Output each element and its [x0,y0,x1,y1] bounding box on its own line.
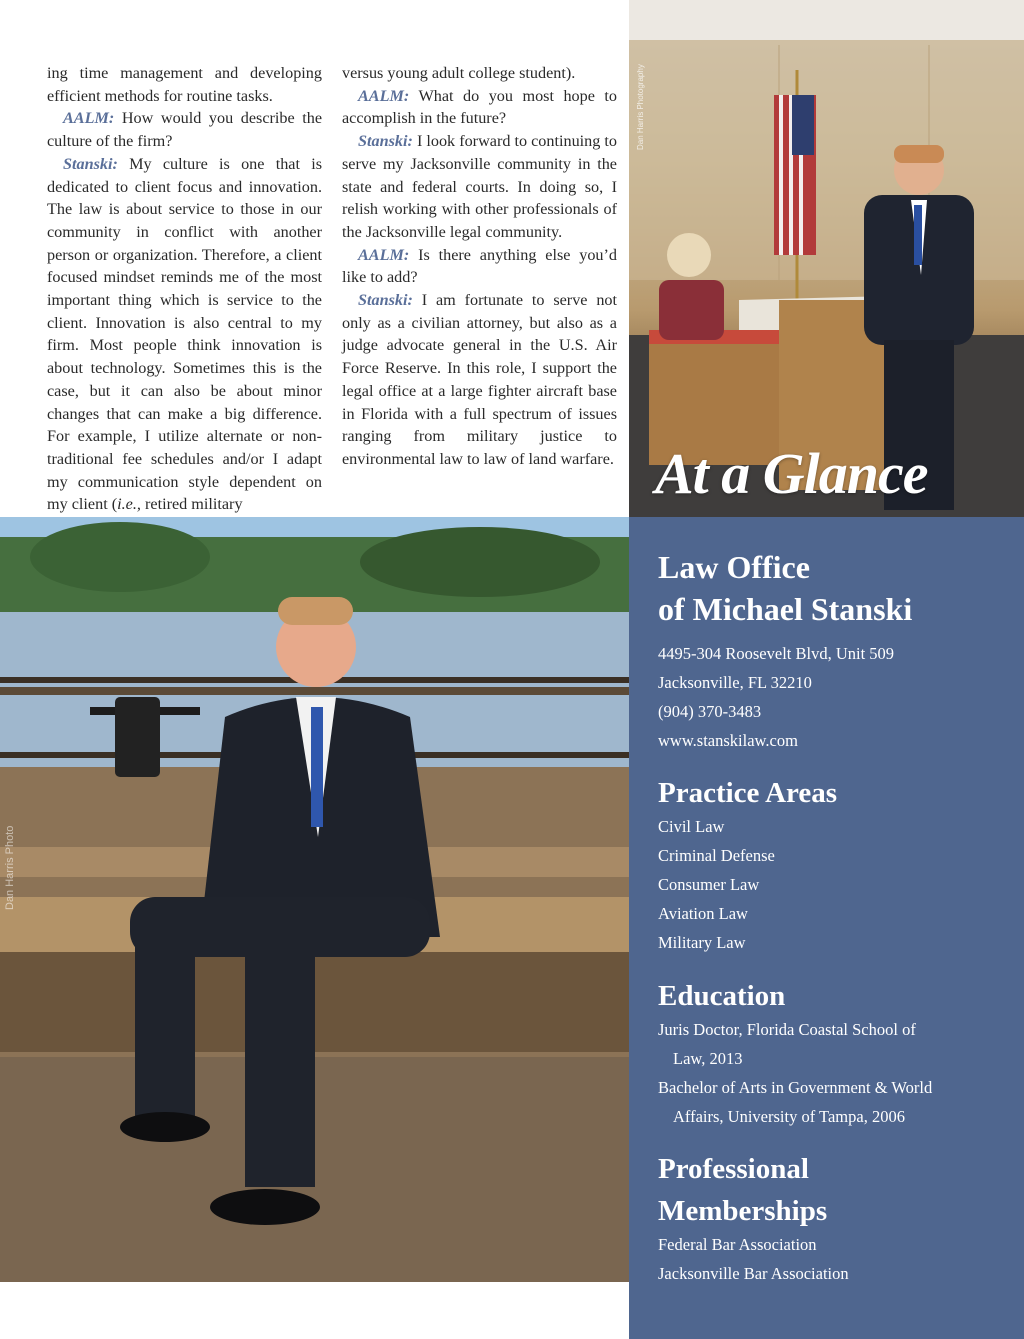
membership-item: Jacksonville Bar Association [658,1264,849,1283]
address-line: Jacksonville, FL 32210 [658,673,812,692]
at-a-glance-sidebar [629,517,1024,1339]
speaker-label: Stanski: [63,154,118,173]
portrait-photo [0,517,629,1282]
education-heading: Education [658,980,786,1012]
phone-number: (904) 370-3483 [658,702,762,721]
website-link[interactable]: www.stanskilaw.com [658,731,798,750]
education-item: Law, 2013 [673,1049,743,1068]
speaker-label: AALM: [358,86,410,105]
education-item: Juris Doctor, Florida Coastal School of [658,1020,916,1039]
article-paragraph: AALM: What do you most hope to accomplish in the future? [342,86,617,128]
article-paragraph: Stanski: I am fortunate to serve not only as a civilian attorney, but also as a judge advocate general in the U.S. Air Force Reserve. In this role, I support the legal office at a large fighter aircraft base in Florida with a full spectrum of issues ranging from military justice to environmental law to law of land warfare. [342,291,618,468]
firm-name: Law Office [658,549,810,585]
education-item: Bachelor of Arts in Government & World [658,1078,933,1097]
photo-credit: Dan Harris Photo [4,825,16,910]
practice-area-item: Military Law [658,933,746,952]
memberships-heading: Memberships [658,1195,828,1227]
article-column-1 [47,62,322,516]
article-paragraph: Stanski: I look forward to continuing to serve my Jacksonville community in the state and federal courts. In doing so, I relish working with other professionals of the Jacksonville legal community. [342,132,617,241]
speaker-label: Stanski: [358,291,413,310]
practice-area-item: Civil Law [658,817,725,836]
speaker-label: Stanski: [358,132,413,151]
article-paragraph: ing time management and developing efficient methods for routine tasks. [47,64,322,105]
firm-name: of Michael Stanski [658,591,913,627]
article-column-2 [342,62,617,471]
education-item: Affairs, University of Tampa, 2006 [673,1107,905,1126]
article-paragraph: AALM: How would you describe the culture of the firm? [47,109,322,151]
lakeside-deck-illustration [0,517,629,1282]
practice-areas-heading: Practice Areas [658,777,838,809]
practice-area-item: Criminal Defense [658,846,775,865]
speaker-label: AALM: [63,109,115,128]
photo-credit: Dan Harris Photography [636,64,645,150]
practice-area-item: Consumer Law [658,875,760,894]
memberships-heading: Professional [658,1153,809,1185]
article-paragraph: Stanski: My culture is one that is dedicated to client focus and innovation. The law is about service to those in our community in conflict with another person or organization. Therefore, a client focused mindset reminds me of the most important thing which is service to the client. Innovation is also central to my firm. Most people think innovation is about technology. Sometimes this is the case, but it can also be about minor changes that can make a big difference. For example, I utilize alternate or non-traditional fee schedules and/or I adapt my communication style dependent on my client (i.e., retired military [47,154,323,514]
address-line: 4495-304 Roosevelt Blvd, Unit 509 [658,644,895,663]
membership-item: Federal Bar Association [658,1235,817,1254]
article-paragraph: versus young adult college student). [342,64,576,82]
speaker-label: AALM: [358,245,410,264]
section-title: At a Glance [655,441,928,506]
practice-area-item: Aviation Law [658,904,748,923]
article-paragraph: AALM: Is there anything else you’d like to add? [342,245,618,287]
